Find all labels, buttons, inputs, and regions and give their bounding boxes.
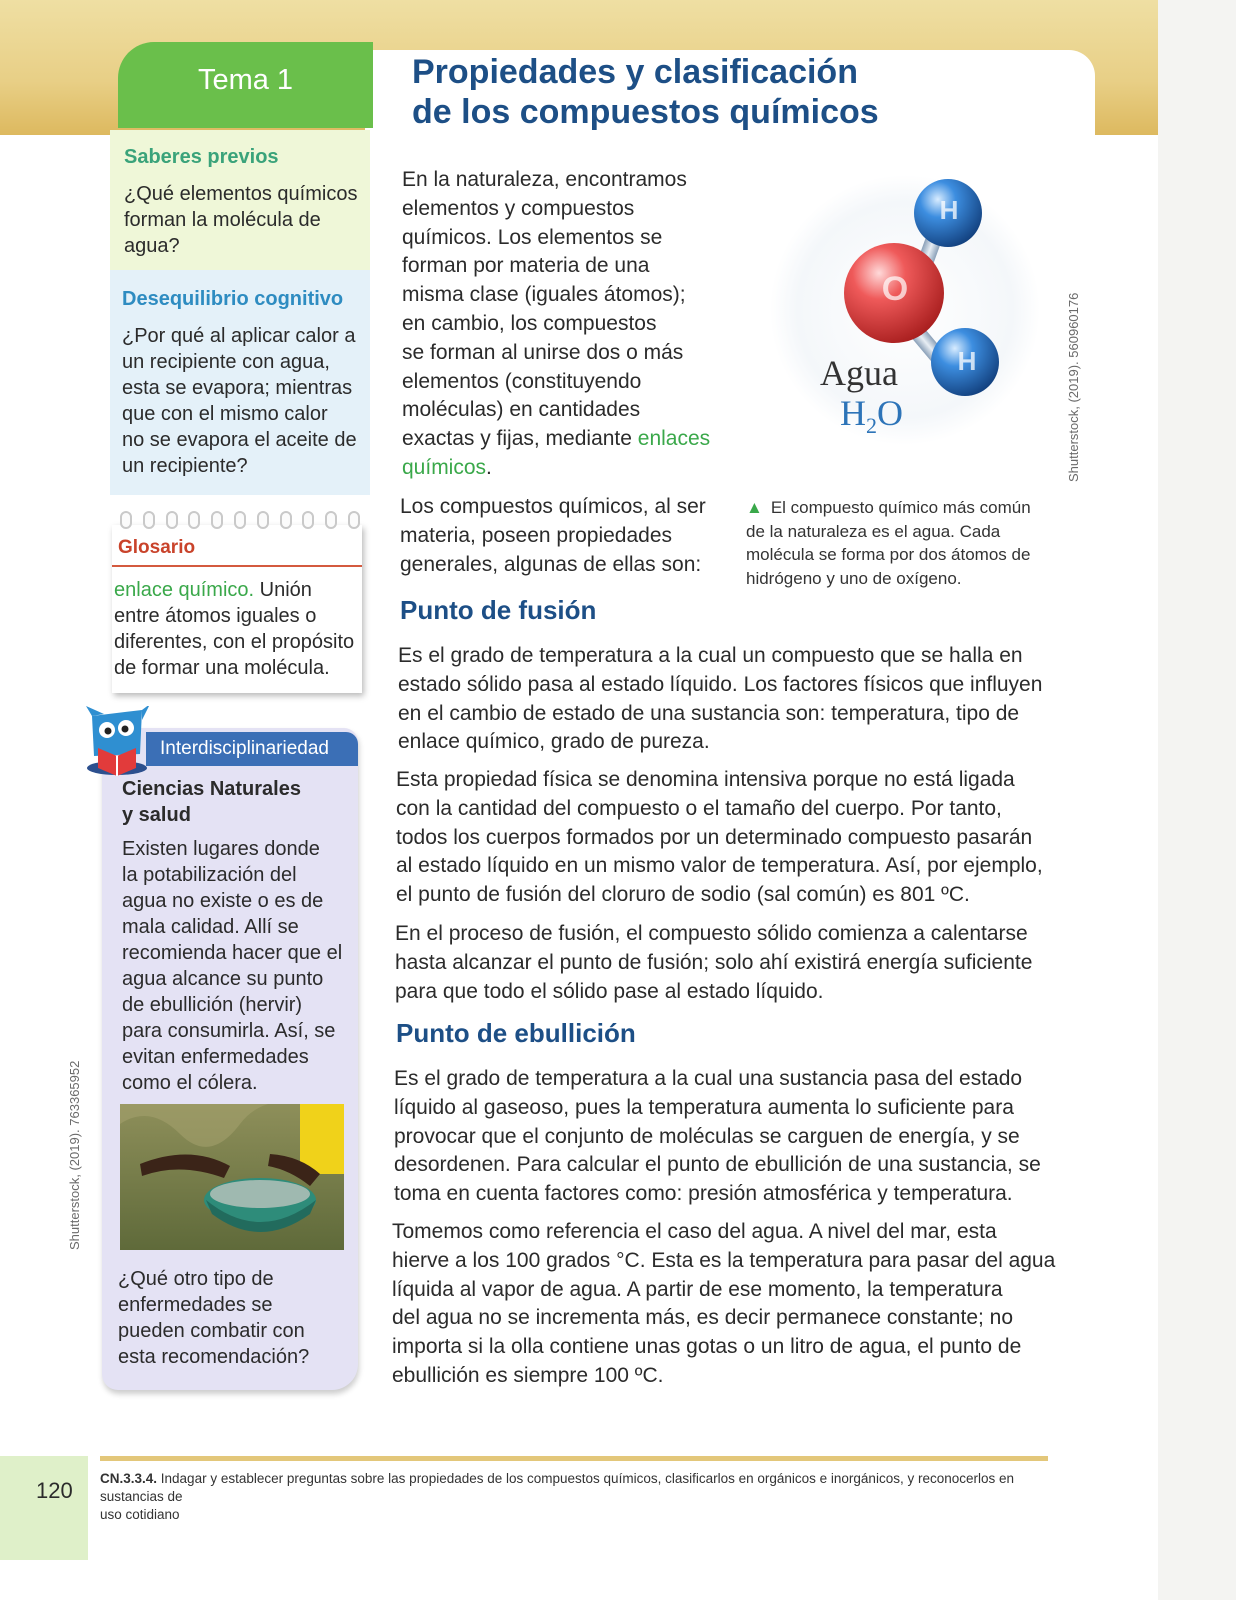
text-line: forman la molécula de <box>124 209 321 231</box>
text-line: de ebullición (hervir) <box>122 994 303 1016</box>
spiral-ring <box>325 511 337 529</box>
topic-tab <box>118 42 373 128</box>
text-line <box>100 1470 1060 1506</box>
text-line: todos los cuerpos formados por un determinado compuesto pasarán <box>396 825 1033 849</box>
text-line: forman por materia de una <box>402 254 650 278</box>
text-line: en cambio, los compuestos <box>402 311 657 335</box>
footer-divider <box>100 1456 1048 1461</box>
image-credit-left: Shutterstock, (2019). 763365952 <box>67 1060 82 1250</box>
text-line: misma clase (iguales átomos); <box>402 283 686 307</box>
text-line: y salud <box>122 804 191 826</box>
text-line: Ciencias Naturales <box>122 778 301 800</box>
text-line: líquido al gaseoso, pues la temperatura aumenta lo suficiente para <box>394 1095 1014 1119</box>
text-line <box>402 425 742 454</box>
page-title <box>412 52 1112 132</box>
text-run: exactas y fijas, mediante <box>402 427 638 451</box>
text-line: moléculas) en cantidades <box>402 398 641 422</box>
text-line: molécula se forma por dos átomos de <box>746 545 1031 564</box>
hydrogen-atom-label: H <box>939 195 959 225</box>
hydrogen-atom-label: H <box>957 346 977 376</box>
text-line: agua? <box>124 235 180 257</box>
water-basin-photo <box>120 1104 344 1250</box>
page-edge <box>1158 0 1236 1600</box>
text-line: químicos. Los elementos se <box>402 225 663 249</box>
text-run: . <box>486 455 492 479</box>
text-line: evitan enfermedades <box>122 1046 309 1068</box>
text-line: ¿Qué otro tipo de <box>118 1268 274 1290</box>
topic-label: Tema 1 <box>197 64 294 96</box>
ebullicion-paragraph-1 <box>394 1065 1058 1209</box>
spiral-ring <box>234 511 246 529</box>
text-line: enlace químico, grado de pureza. <box>398 730 710 754</box>
image-credit-right: Shutterstock, (2019). 560960176 <box>1066 292 1081 482</box>
text-line: que con el mismo calor <box>122 403 328 425</box>
interdisciplinariedad-banner <box>146 732 358 766</box>
glosario-definition <box>114 577 360 681</box>
saberes-previos-text <box>124 181 358 259</box>
text-line: de formar una molécula. <box>114 657 330 679</box>
spiral-ring <box>280 511 292 529</box>
text-line: ¿Qué elementos químicos <box>124 183 358 205</box>
text-line: estado sólido pasa al estado líquido. Los factores físicos que influyen <box>398 672 1043 696</box>
interdisciplinariedad-question <box>118 1266 348 1370</box>
mascot-reading-icon <box>84 706 150 780</box>
saberes-previos-box <box>110 130 370 270</box>
page-number-tab <box>0 1456 88 1560</box>
ebullicion-heading: Punto de ebullición <box>396 1018 636 1048</box>
glosario-term: enlace químico. <box>114 579 255 601</box>
formula-o: O <box>877 393 903 433</box>
interdisciplinariedad-text <box>122 836 354 1096</box>
saberes-previos-heading: Saberes previos <box>124 146 279 168</box>
page-number: 120 <box>36 1478 73 1503</box>
text-line: diferentes, con el propósito <box>114 631 355 653</box>
text-line: ebullición es siempre 100 ºC. <box>392 1363 664 1387</box>
spiral-ring <box>211 511 223 529</box>
text-line <box>402 454 742 483</box>
text-line: con la cantidad del compuesto o el tamaño del cuerpo. Por tanto, <box>396 796 1002 820</box>
text-line: importa si la olla contiene unas gotas o un litro de agua, el punto de <box>392 1335 1022 1359</box>
skill-text: Indagar y establecer preguntas sobre las propiedades de los compuestos químicos, clasificarlos en orgánicos e inorgánicos, y reconocerlos en sustancias de <box>100 1471 1015 1504</box>
quimicos-link-text: químicos <box>402 455 487 479</box>
text-line: uso cotidiano <box>100 1507 180 1522</box>
text-line: hasta alcanzar el punto de fusión; solo ahí existirá energía suficiente <box>395 950 1033 974</box>
text-line: mala calidad. Allí se <box>122 916 299 938</box>
text-line: elementos y compuestos <box>402 196 635 220</box>
molecule-name-label: Agua <box>820 353 898 393</box>
text-line: como el cólera. <box>122 1072 258 1094</box>
spiral-ring <box>143 511 155 529</box>
text-run: El compuesto químico más común <box>770 498 1031 517</box>
molecule-formula <box>840 392 903 439</box>
interdisciplinariedad-subtitle <box>122 776 347 828</box>
intro2-paragraph <box>400 493 740 579</box>
text-line: Tomemos como referencia el caso del agua. A nivel del mar, esta <box>392 1220 997 1243</box>
water-molecule-figure <box>770 160 1050 470</box>
formula-subscript: 2 <box>866 413 877 439</box>
notebook-spiral <box>120 511 360 533</box>
text-line: recomienda hacer que el <box>122 942 343 964</box>
text-line: del agua no se incrementa más, es decir permanece constante; no <box>392 1306 1014 1330</box>
spiral-ring <box>120 511 132 529</box>
text-line: pueden combatir con <box>118 1320 305 1342</box>
enlaces-link-text: enlaces <box>637 427 711 451</box>
text-line: toma en cuenta factores como: presión atmosférica y temperatura. <box>394 1182 1013 1206</box>
desequilibrio-heading: Desequilibrio cognitivo <box>122 288 344 310</box>
text-line: no se evapora el aceite de <box>122 429 357 451</box>
text-line: esta recomendación? <box>118 1346 310 1368</box>
spiral-ring <box>257 511 269 529</box>
text-line: agua alcance su punto <box>122 968 324 990</box>
text-line: se forman al unirse dos o más <box>402 340 684 364</box>
text-line <box>746 496 1056 520</box>
fusion-paragraph-3 <box>395 920 1058 1006</box>
text-line: En el proceso de fusión, el compuesto sólido comienza a calentarse <box>395 922 1028 945</box>
text-line: elementos (constituyendo <box>402 369 642 393</box>
text-line: agua no existe o es de <box>122 890 324 912</box>
text-line: de la naturaleza es el agua. Cada <box>746 521 1001 541</box>
text-line: Es el grado de temperatura a la cual un compuesto que se halla en <box>398 644 1023 667</box>
text-line: la potabilización del <box>122 864 297 886</box>
skill-code: CN.3.3.4. <box>100 1471 158 1486</box>
desequilibrio-text <box>122 323 360 479</box>
text-line: Existen lugares donde <box>122 838 320 860</box>
water-molecule-illustration <box>770 160 1050 470</box>
text-line: un recipiente? <box>122 455 248 477</box>
text-line: Los compuestos químicos, al ser <box>400 495 706 518</box>
text-line <box>114 577 360 603</box>
text-line: desordenen. Para calcular el punto de ebullición de una sustancia, se <box>394 1153 1041 1177</box>
text-line: para consumirla. Así, se <box>122 1020 336 1042</box>
desequilibrio-box <box>110 270 370 495</box>
interdisciplinariedad-heading: Interdisciplinariedad <box>160 738 329 759</box>
text-line: al estado líquido en un mismo valor de temperatura. Así, por ejemplo, <box>396 854 1043 878</box>
spiral-ring <box>348 511 360 529</box>
text-line: Es el grado de temperatura a la cual una sustancia pasa del estado <box>394 1067 1023 1090</box>
spiral-ring <box>166 511 178 529</box>
text-line: líquida al vapor de agua. A partir de ese momento, la temperatura <box>392 1277 1003 1301</box>
text-line: entre átomos iguales o <box>114 605 317 627</box>
text-line: un recipiente con agua, <box>122 351 330 373</box>
fusion-paragraph-1 <box>398 642 1058 757</box>
interdisciplinariedad-box <box>102 728 358 1390</box>
text-line: enfermedades se <box>118 1294 273 1316</box>
glosario-heading: Glosario <box>118 537 196 558</box>
page-title-line-2: de los compuestos químicos <box>412 93 879 131</box>
formula-h: H <box>840 393 866 433</box>
spiral-ring <box>188 511 200 529</box>
ebullicion-paragraph-2 <box>392 1218 1058 1391</box>
text-line: ¿Por qué al aplicar calor a <box>122 325 356 347</box>
fusion-paragraph-2 <box>396 766 1058 910</box>
text-line: materia, poseen propiedades <box>400 523 673 547</box>
glosario-card <box>112 525 362 693</box>
intro-paragraph <box>402 166 742 483</box>
page-title-line-1: Propiedades y clasificación <box>412 53 858 91</box>
text-line: Esta propiedad física se denomina intensiva porque no está ligada <box>396 768 1015 791</box>
caption-triangle-icon: ▲ <box>746 498 763 517</box>
text-line: generales, algunas de ellas son: <box>400 552 702 576</box>
text-line: hidrógeno y uno de oxígeno. <box>746 568 962 588</box>
glosario-divider <box>112 565 362 567</box>
text-line: en el cambio de estado de una sustancia son: temperatura, tipo de <box>398 701 1020 725</box>
text-line: hierve a los 100 grados °C. Esta es la temperatura para pasar del agua <box>392 1248 1056 1272</box>
text-line: En la naturaleza, encontramos <box>402 168 687 191</box>
curriculum-skill-note <box>100 1470 1060 1524</box>
text-line: esta se evapora; mientras <box>122 377 353 399</box>
text-line: para que todo el sólido pase al estado líquido. <box>395 979 824 1003</box>
fusion-heading: Punto de fusión <box>400 595 597 625</box>
text-line: provocar que el conjunto de moléculas se carguen de energía, y se <box>394 1124 1020 1148</box>
glosario-def-start: Unión <box>254 579 312 601</box>
spiral-ring <box>302 511 314 529</box>
text-line: el punto de fusión del cloruro de sodio (sal común) es 801 ºC. <box>396 883 970 907</box>
oxygen-atom-label: O <box>881 270 909 308</box>
figure-caption <box>746 496 1056 590</box>
